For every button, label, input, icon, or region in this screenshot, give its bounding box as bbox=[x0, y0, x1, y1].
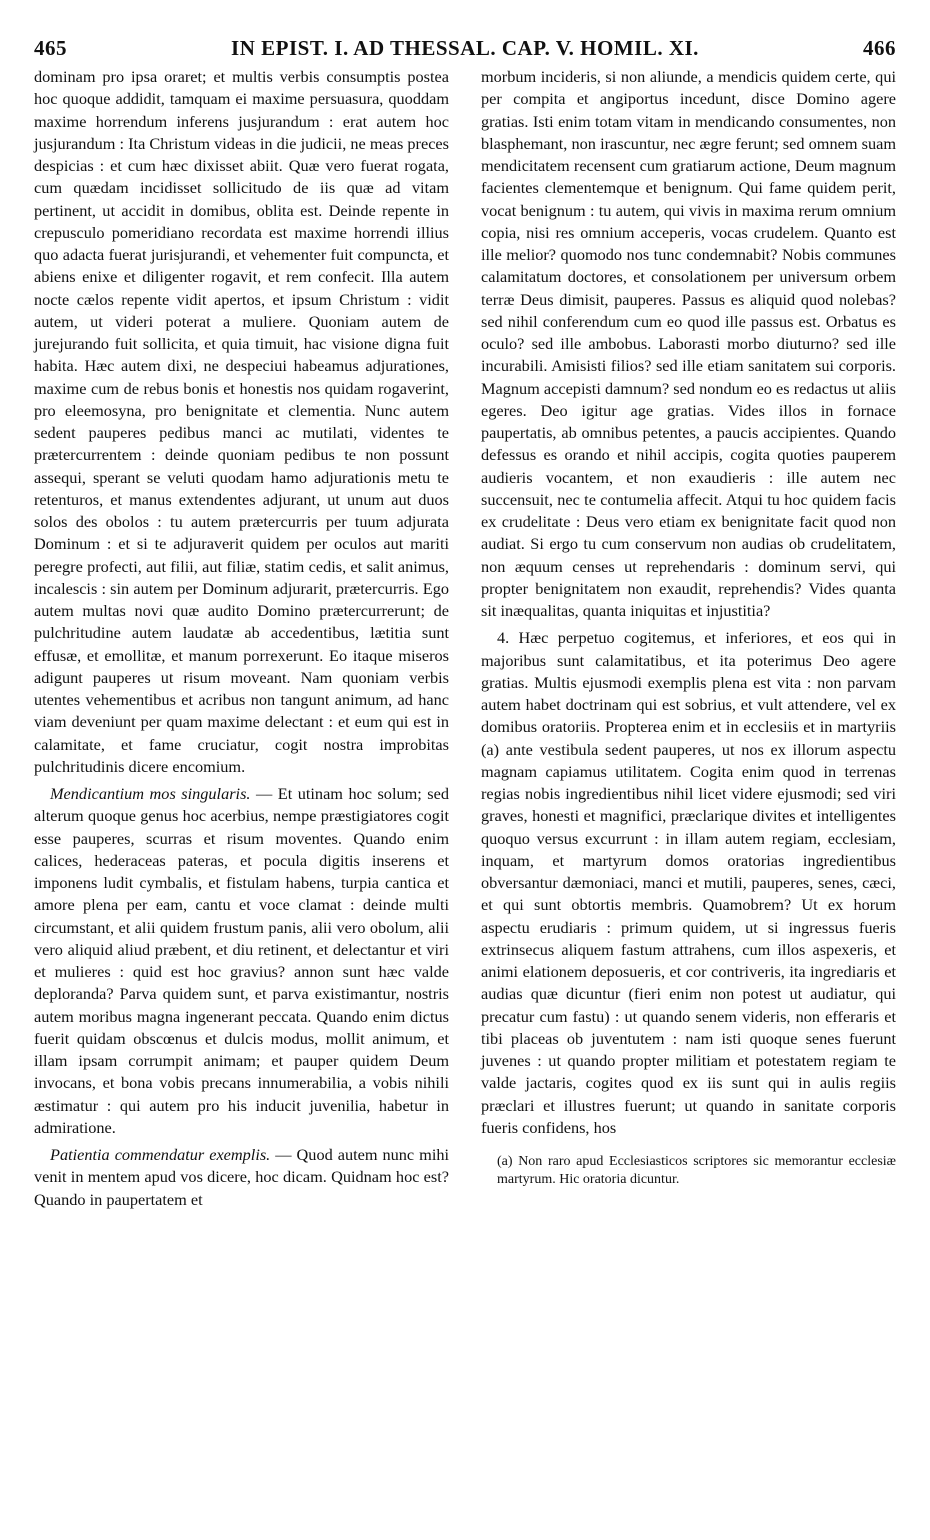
footnote: (a) Non raro apud Ecclesiasticos scriptores sic memorantur ecclesiæ martyrum. Hic oratoria dicuntur. bbox=[497, 1154, 896, 1187]
running-title: IN EPIST. I. AD THESSAL. CAP. V. HOMIL. XI. bbox=[231, 36, 699, 60]
section-heading: Mendicantium mos singularis. bbox=[50, 784, 251, 803]
page-number-left: 465 bbox=[34, 36, 67, 60]
page-number-right: 466 bbox=[863, 36, 896, 60]
text-columns bbox=[34, 66, 896, 1211]
paragraph-text: — Et utinam hoc solum; sed alterum quoque genus hoc acerbius, nempe præstigiatores cogit esse pauperes, scurras et risum moventes. Quando enim calices, hederaceas pateras, et pocula digitis inserens et imponens ludit cymbalis, et fistulam habens, turpia cantica et amore plena per eam, cantu et voce clamat : deinde multi circumstant, et alii quidem frustum panis, alii vero obolum, alii vero aliquid aliud præbent, et diu retinent, et delectantur et viri et mulieres : quid est hoc gravius? annon sunt hæc valde deploranda? Parva quidem sunt, et parva existimantur, nostris autem moribus magna ingenerant peccata. Quando enim dictus fuerit quidam obscœnus et dulcis modus, mollit animum, et illam ipsam corrumpit animam; et pauper quidem Deum invocans, et bona vobis precans innumerabilia, a vobis nihili æstimatur : qui autem pro his inducit juvenilia, habetur in admiratione. bbox=[34, 784, 449, 1137]
section-heading: Patientia commendatur exemplis. bbox=[50, 1145, 271, 1164]
running-header bbox=[34, 36, 896, 66]
paragraph: dominam pro ipsa oraret; et multis verbis consumptis postea hoc quoque addidit, tamquam ei maxime persuasura, quoddam maxime horrendum inferens jusjurandum : erat autem hoc jusjurandum : Ita Christum videas in die judicii, ne meas preces despicias : et cum hæc dixisset abiit. Quæ vero fuerat rogata, cum quædam incidisset sollicitudo de iis quæ ad vitam pertinent, ut accidit in domibus, oblita est. Deinde repente in crepusculo pomeridiano recordata est maxime horrendi illius quo adacta fuerat jurisjurandi, et vehementer fuit compuncta, et abiens enixe et diligenter rogavit, et rem confecit. Illa autem nocte cælos repente vidit apertos, et ipsum Christum : vidit autem, ut videri poterat a muliere. Quoniam autem de jurejurando fuit sollicita, et quia timuit, hac visione digna fuit habita. Hæc autem dixi, ne despeciui habeamus adjurationes, maxime cum de rebus bonis et honestis nos quidam rogaverint, pro eleemosyna, pro benignitate et clementia. Nunc autem sedent pauperes pedibus manci ac mutilati, videntes te prætercurrentem : deinde quoniam pedibus te non possunt assequi, sperant se veluti quodam hamo adjurationis metu te retenturos, et manus extendentes adjurant, ut unum aut duos solos des obolos : tu autem prætercurris per tuum adjurata Dominum : et si te adjuraverit quidem per oculos aut mariti peregre profecti, aut filii, aut filiæ, statim cedis, et salit animus, incalescis : sin autem per Dominum adjurarit, prætercurris. Ego autem multas novi quæ audito Domino prætercurrerunt; de pulchritudine autem laudatæ ab accedentibus, lætitia sunt effusæ, et emollitæ, et manum porrexerunt. Eo itaque miseros adigunt pauperes ut risum moveant. Nam quoniam verbis utentes vehementibus et acribus non tangunt animum, ad hanc viam deveniunt per quam maxime delectant : et eum qui est in calamitate, et fame cruciatur, cogit nostra improbitas pulchritudinis dicere encomium. bbox=[34, 67, 449, 776]
paragraph: morbum incideris, si non aliunde, a mendicis quidem certe, qui per compita et angiportus incedunt, disce Domino agere gratias. Isti enim totam vitam in mendicando consumentes, non blasphemant, non irascuntur, nec ægre ferunt; sed omnem suam mendicitatem recensent cum gratiarum actione, Deum magnum facientes clementemque et benignum. Qui fame quidem perit, vocat benignum : tu autem, qui vivis in maxima rerum omnium copia, nisi res omnium acceperis, vocas crudelem. Quanto est ille melior? quomodo nos tunc condemnabit? Nobis communes calamitatum doctores, et consolationem per universum orbem terræ Deus dimisit, pauperes. Passus es aliquid quod nolebas? sed nihil conferendum cum eo quod ille passus est. Orbatus es oculo? sed ille ambobus. Laborasti morbo diuturno? sed ille incurabili. Amisisti filios? sed ille etiam sanitatem sui corporis. Magnum accepisti damnum? sed nondum eo es redactus ut aliis egeres. Deo igitur age gratias. Vides illos in fornace paupertatis, ab omnibus petentes, a paucis accipientes. Quando defessus es orando et nihil accipis, cogita quoties pauperem audieris vocantem, et non exaudieris : ille autem nec succensuit, nec te contumelia affecit. Atqui tu hoc quidem facis ex crudelitate : Deus vero etiam ex benignitate facit quod non audiat. Si ergo tu cum conservum non audias ob crudelitatem, non æquum censes ut reprehendaris : dominum servi, qui propter benignitatem non exaudit, reprehendis? Vides quanta sit inæqualitas, quanta iniquitas et injustitia? bbox=[481, 67, 896, 620]
paragraph: 4. Hæc perpetuo cogitemus, et inferiores, et eos qui in majoribus sunt calamitatibus, et ita poterimus Deo agere gratias. Multis ejusmodi exemplis plena est vita : non parvam autem habet doctrinam qui est sobrius, et vult attendere, vel ex domibus oratoriis. Propterea enim et in ecclesiis et in martyriis (a) ante vestibula sedent pauperes, ut nos ex illorum aspectu magnam capiamus utilitatem. Cogita enim quod in terrenas regias nobis ingredientibus nihil licet videre ejusmodi; sed viri graves, honesti et magnifici, præclarique divites et intelligentes quoquo versus excurrunt : in illam autem regiam, ecclesiam, inquam, et martyrum domos oratorias ingredientibus obversantur dæmoniaci, manci et mutili, pauperes, senes, cæci, et qui sunt obtortis membris. Quamobrem? Ut ex horum aspectu erudiaris : primum quidem, ut si ingressus fueris extrinsecus aliquem fastum attrahens, cum illos aspexeris, et animi elationem deposueris, et cor contriveris, ita ingrediaris et audias quæ dicuntur (fieri enim non potest ut audiatur, qui precatur cum fastu) : ut quando senem videris, non efferaris et tibi placeas ob juventutem : nam isti quoque senes fuerunt juvenes : ut quando propter militiam et potestatem regiam te valde jactaris, cogites quod ex iis sunt qui in aulis regiis præclari et illustres fuerunt; ut quando in sanitate corporis fueris confidens, hos bbox=[481, 628, 896, 1137]
paragraph-text: — Quod autem nunc mihi venit in mentem apud vos dicere, hoc dicam. Quidnam hoc est? Quando in paupertatem et bbox=[34, 1145, 450, 1209]
paragraph bbox=[34, 783, 449, 1139]
paragraph bbox=[34, 1144, 449, 1211]
right-column bbox=[481, 66, 896, 1211]
left-column bbox=[34, 66, 449, 1211]
